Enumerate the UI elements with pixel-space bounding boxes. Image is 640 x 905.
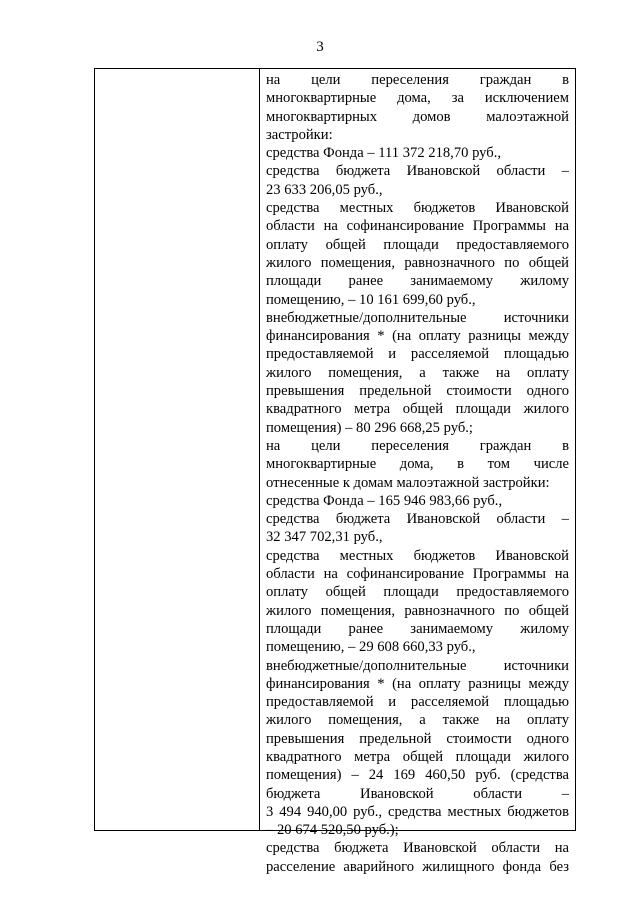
text-line: бюджета Ивановской области – (266, 785, 569, 802)
text-line: финансирования * (на оплату разницы между (266, 328, 569, 345)
text-line: квадратного метра общей площади жилого (266, 401, 569, 418)
text-line: жилого помещения, равнозначного по общей (266, 254, 569, 271)
text-line: 32 347 702,31 руб., (266, 529, 383, 546)
text-line: на цели переселения граждан в (266, 437, 569, 454)
text-line: 23 633 206,05 руб., (266, 181, 383, 198)
text-line: многоквартирные дома, в том числе (266, 456, 569, 473)
text-line: – 20 674 520,50 руб.); (266, 822, 399, 839)
column-divider (259, 69, 260, 830)
text-line: площади ранее занимаемому жилому (266, 620, 569, 637)
text-line: многоквартирных домов малоэтажной (266, 108, 569, 125)
text-line: жилого помещения, а также на оплату (266, 712, 569, 729)
table-right-cell (266, 71, 569, 876)
text-line: помещения) – 80 296 668,25 руб.; (266, 419, 473, 436)
text-line: 3 494 940,00 руб., средства местных бюджетов (266, 803, 569, 820)
text-line: жилого помещения, равнозначного по общей (266, 602, 569, 619)
text-line: площади ранее занимаемому жилому (266, 273, 569, 290)
text-line: средства Фонда – 165 946 983,66 руб., (266, 492, 503, 509)
text-line: отнесенные к домам малоэтажной застройки: (266, 474, 550, 491)
text-line: оплату общей площади предоставляемого (266, 236, 569, 253)
text-line: застройки: (266, 126, 333, 143)
text-line: внебюджетные/дополнительные источники (266, 309, 569, 326)
text-line: средства местных бюджетов Ивановской (266, 200, 569, 217)
text-line: многоквартирные дома, за исключением (266, 90, 569, 107)
text-line: средства бюджета Ивановской области – (266, 163, 569, 180)
text-line: превышения предельной стоимости одного (266, 383, 569, 400)
text-line: области на софинансирование Программы на (266, 218, 569, 235)
text-line: предоставляемой и расселяемой площадью (266, 694, 569, 711)
text-line: средства Фонда – 111 372 218,70 руб., (266, 145, 502, 162)
text-line: финансирования * (на оплату разницы между (266, 675, 569, 692)
text-line: средства бюджета Ивановской области на (266, 840, 569, 857)
text-line: превышения предельной стоимости одного (266, 730, 569, 747)
text-line: предоставляемой и расселяемой площадью (266, 346, 569, 363)
text-line: оплату общей площади предоставляемого (266, 584, 569, 601)
text-line: внебюджетные/дополнительные источники (266, 657, 569, 674)
text-line: квадратного метра общей площади жилого (266, 748, 569, 765)
text-line: средства местных бюджетов Ивановской (266, 547, 569, 564)
page-number: 3 (316, 39, 324, 55)
text-line: помещения) – 24 169 460,50 руб. (средства (266, 767, 569, 784)
text-line: помещению, – 29 608 660,33 руб., (266, 639, 476, 656)
text-line: жилого помещения, а также на оплату (266, 364, 569, 381)
table-left-cell (95, 69, 259, 830)
text-line: расселение аварийного жилищного фонда без (266, 858, 569, 875)
text-line: помещению, – 10 161 699,60 руб., (266, 291, 476, 308)
text-line: на цели переселения граждан в (266, 72, 569, 88)
text-line: средства бюджета Ивановской области – (266, 511, 569, 528)
document-table (94, 68, 576, 875)
text-line: области на софинансирование Программы на (266, 566, 569, 583)
